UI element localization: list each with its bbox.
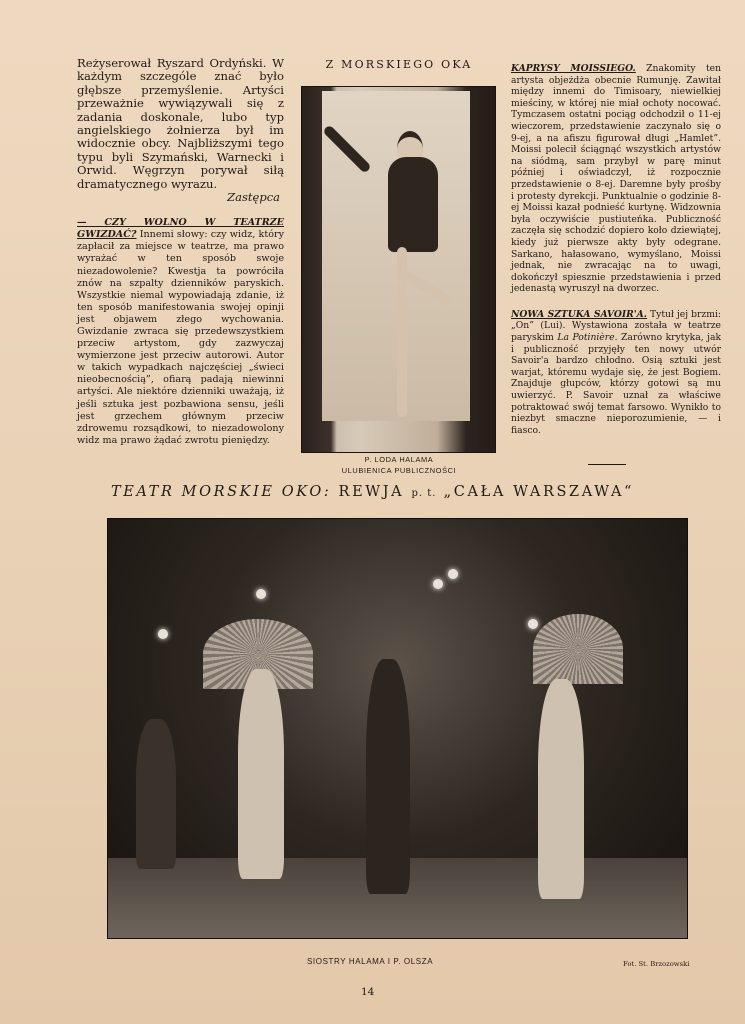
loda-halama-photo bbox=[301, 86, 496, 453]
page-number: 14 bbox=[361, 986, 375, 998]
dancer-center bbox=[366, 659, 410, 894]
feature-title-rewja: REWJA bbox=[338, 484, 405, 500]
savoir-theatre-name: La Potinière. bbox=[557, 332, 618, 344]
feature-title bbox=[0, 484, 745, 500]
center-title: Z MORSKIEGO OKA bbox=[325, 58, 473, 71]
stage-lamp bbox=[158, 629, 168, 639]
savoir-article bbox=[511, 309, 721, 437]
moissi-heading: KAPRYSY MOISSIEGO. bbox=[511, 63, 636, 74]
review-paragraph: Reżyserował Ryszard Ordyński. W każdym szczególe znać było głębsze przemyślenie. Artyści przeważnie wywiązywali się z zadania doskonale, lubo typ angielskiego żołnierza był im widocznie obcy. Najbliższymi tego typu byli Szymański, Warnecki i Orwid. Węgrzyn porywał siłą dramatycznego wyrazu. bbox=[77, 56, 284, 191]
photo-credit: Fot. St. Brzozowski bbox=[623, 960, 690, 968]
savoir-body-1: Tytuł jej brzmi: „On” (Lui). Wystawiona została w teatrze paryskim bbox=[511, 308, 721, 344]
stage-lamp bbox=[433, 579, 443, 589]
right-column bbox=[511, 63, 721, 436]
whistling-heading: — CZY WOLNO W TEATRZE GWIZDAĆ? bbox=[77, 217, 284, 241]
feature-title-pt: p. t. bbox=[411, 488, 437, 499]
dancer-body bbox=[388, 157, 438, 252]
feature-title-name: „CAŁA WARSZAWA“ bbox=[443, 484, 635, 500]
left-column bbox=[77, 57, 284, 447]
dancer-left bbox=[238, 669, 284, 879]
signature: Zastępca bbox=[227, 190, 280, 205]
stage-lamp bbox=[448, 569, 458, 579]
savoir-body-2: Zarówno krytyka, jak i publiczność przyjęły ten nowy utwór Savoir'a bardzo chłodno. Osią sztuki jest warjat, któremu wydaje się, że jest Bogiem. Znajduje głupców, którzy gotowi są mu uwierzyć. P. Savoir uznał za właściwe potraktować swój temat farsowo. Wynikło to niezbyt smaczne nieporozumienie, — i fiasco. bbox=[511, 332, 722, 436]
moissi-article bbox=[511, 63, 721, 295]
dancer-right bbox=[538, 679, 584, 899]
stage-lamp bbox=[528, 619, 538, 629]
caption-line-1: P. LODA HALAMA bbox=[364, 455, 434, 464]
whistling-article bbox=[77, 217, 284, 447]
end-rule bbox=[588, 464, 626, 465]
feather-fan-right bbox=[533, 614, 623, 684]
savoir-heading: NOWA SZTUKA SAVOIR'A. bbox=[511, 308, 647, 320]
feature-title-theatre: TEATR MORSKIE OKO: bbox=[110, 484, 332, 500]
photo-caption bbox=[303, 455, 495, 476]
whistling-body: Innemi słowy: czy widz, który zapłacił za miejsce w teatrze, ma prawo wyrażać w ten sposób swoje niezadowolenie? Kwestja ta powróciła znów na szpalty dzienników paryskich. Wszystkie niemal wypowiadają zdanie, iż ten sposób manifestowania swojej opinji jest objawem złego wychowania. Gwizdanie zwraca się przedewszystkiem przeciw artystom, gdy zazwyczaj wymierzone jest przeciw autorowi. Autor w takich wypadkach najczęściej „świeci nieobecnością”, ofiarą padają niewinni artyści. Ale niektóre dzienniki uważają, iż jeśli sztuka jest pozbawiona sensu, jeśli jest grzechem głównym przeciw zdrowemu rozsądkowi, to niezadowolony widz ma prawo żądać zwrotu pieniędzy. bbox=[77, 229, 284, 446]
stage-photo-caption: SIOSTRY HALAMA I P. OLSZA bbox=[307, 957, 434, 966]
moissi-body: Znakomity ten artysta objeżdża obecnie Rumunję. Zawitał między innemi do Timisoary, niewielkiej mieściny, w której nie miał ochoty nocować. Tymczasem ostatni pociąg odchodził o 11-ej wieczorem, przedstawienie zaczynało się o 9-ej, a na afiszu figurował długi „Hamlet”. Moissi polecił ściągnąć wszystkich artystów na siódmą, sam przybył w parę minut później i oświadczył, iż rozpocznie przedstawienie o 8-ej. Daremne były prośby i protesty dyrekcji. Punktualnie o godzinie 8-ej Moissi kazał podnieść kurtynę. Widzownia była oczywiście pustiuteńka. Publiczność zaczęła się schodzić dopiero koło dziewiątej, kiedy już pierwsze akty były odegrane. Sarkano, hałasowano, wymyślano, Moissi jednak, nie zwracając na to uwagi, dokończył spiesznie przedstawienia i przed jedenastą wyruszył na dworzec. bbox=[511, 63, 721, 295]
revue-stage-photo bbox=[107, 518, 688, 939]
stage-lamp bbox=[256, 589, 266, 599]
caption-line-2: ULUBIENICA PUBLICZNOŚCI bbox=[341, 465, 457, 475]
seated-man bbox=[136, 719, 176, 869]
